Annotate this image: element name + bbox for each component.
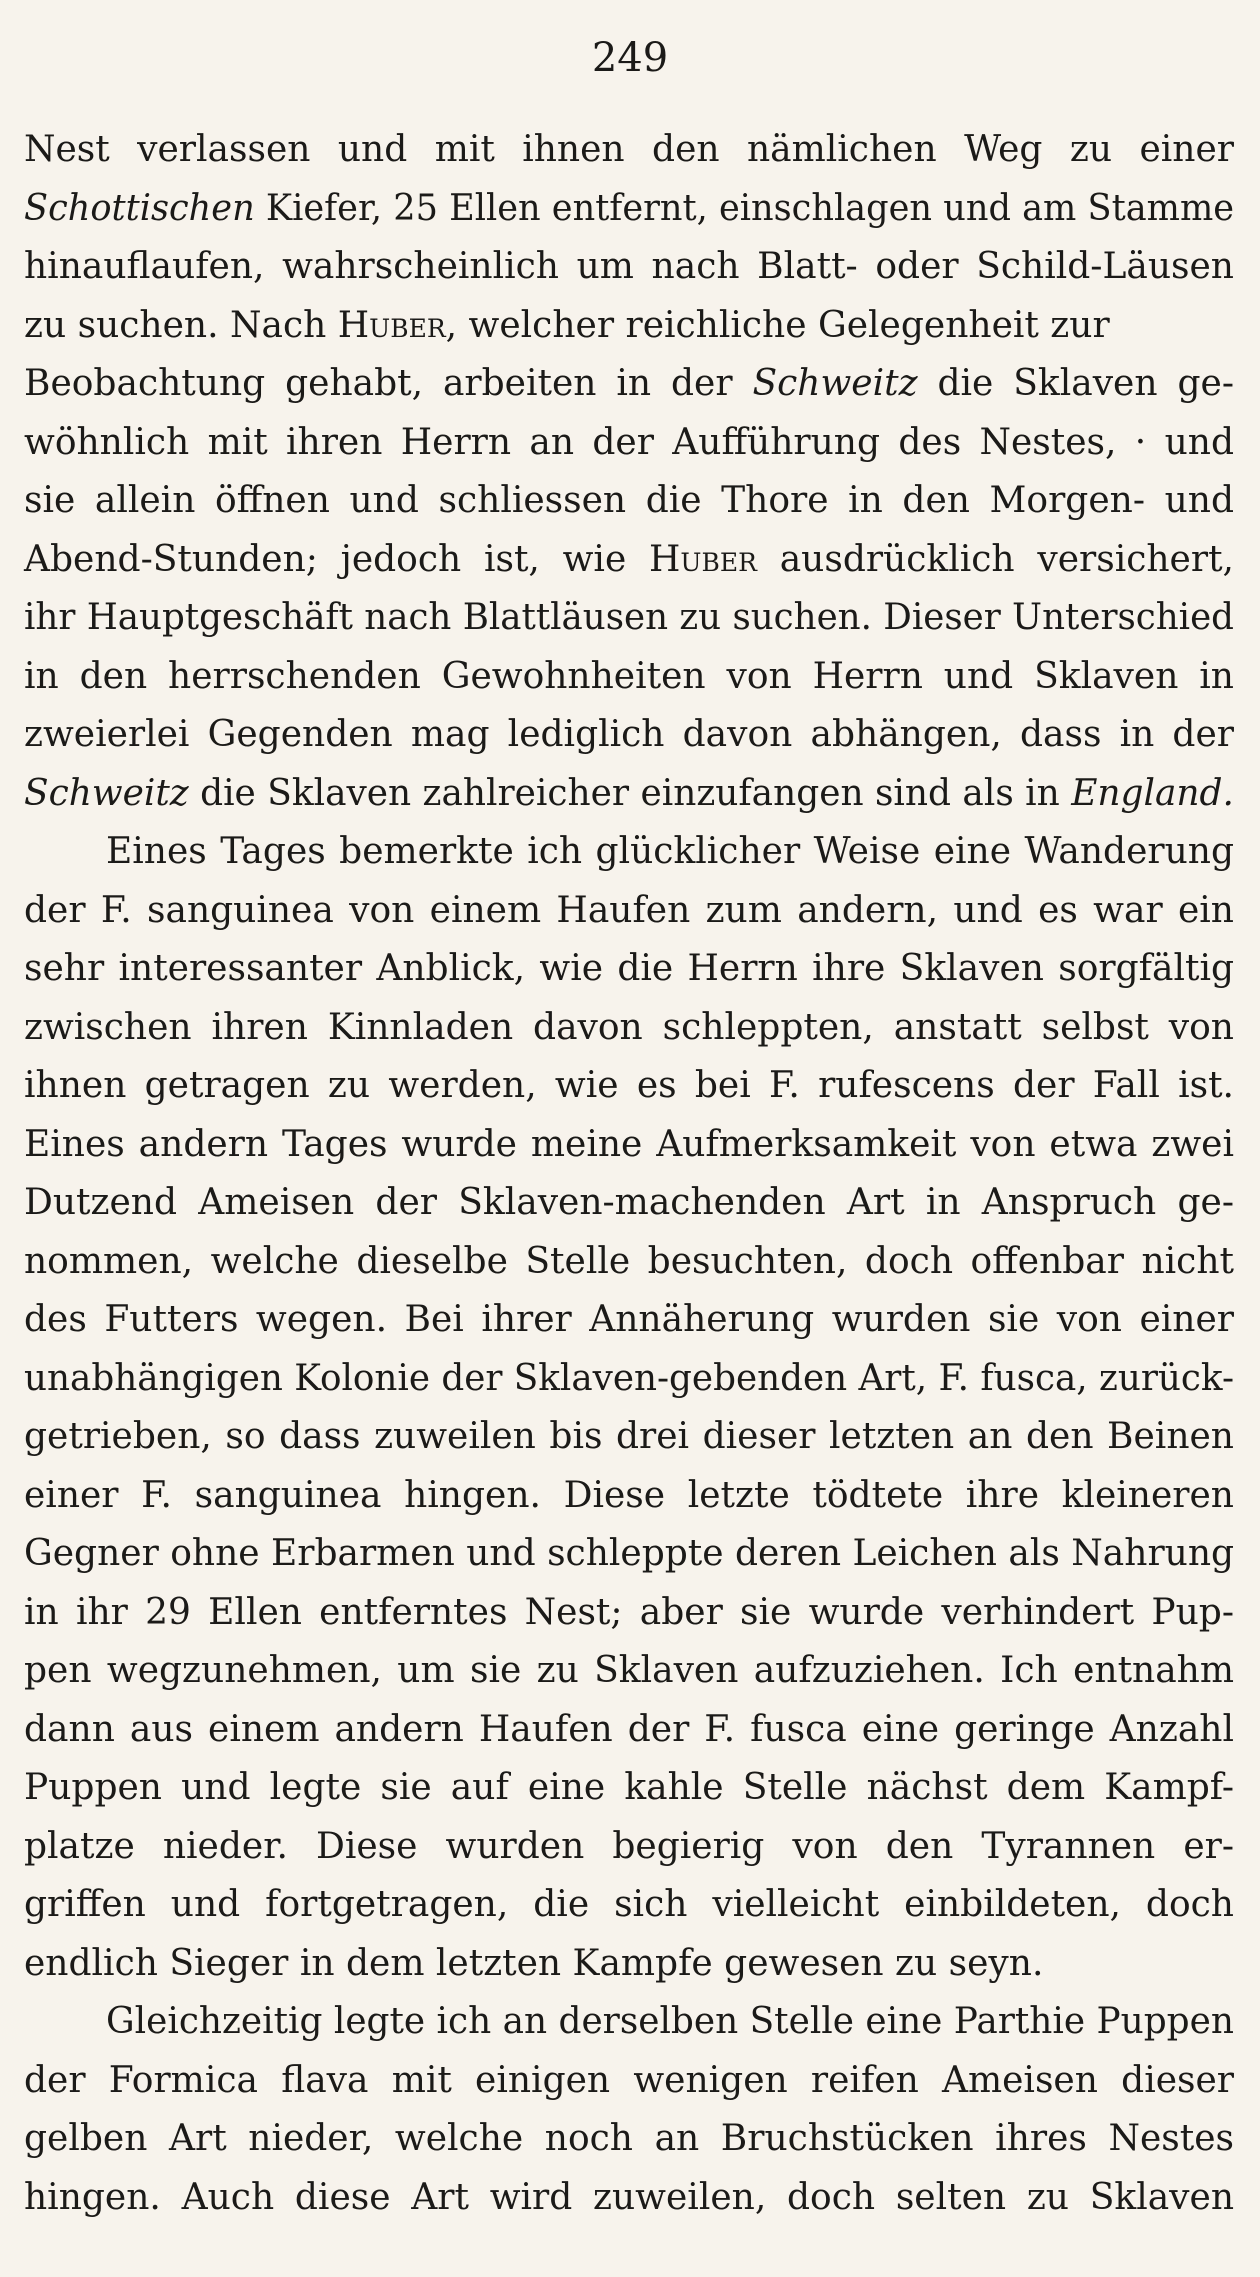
text-segment: Gleichzeitig legte ich an derselben Stelle eine Parthie Puppen xyxy=(106,2001,1234,2042)
text-segment: die Sklaven ge- xyxy=(917,363,1234,404)
text-segment: getrieben, so dass zuweilen bis drei dieser letzten an den Beinen xyxy=(24,1416,1234,1457)
text-line xyxy=(24,1876,1234,1935)
text-segment: gelben Art nieder, welche noch an Bruchstücken ihres Nestes xyxy=(24,2118,1234,2159)
text-line xyxy=(24,765,1234,824)
text-segment: in den herrschenden Gewohnheiten von Herrn und Sklaven in xyxy=(24,655,1234,697)
text-line xyxy=(24,1057,1234,1116)
italic-text: England. xyxy=(1071,772,1234,814)
body-text xyxy=(24,121,1234,2227)
text-segment: ausdrücklich versichert, xyxy=(756,538,1234,580)
text-segment: sie allein öffnen und schliessen die Thore in den Morgen- und xyxy=(24,480,1234,521)
text-segment: des Futters wegen. Bei ihrer Annäherung wurden sie von einer xyxy=(24,1299,1234,1340)
author-name: Huber xyxy=(649,538,757,580)
text-segment: die Sklaven zahlreicher einzufangen sind als in xyxy=(188,772,1072,814)
text-segment: dann aus einem andern Haufen der F. fusca eine geringe Anzahl xyxy=(24,1708,1234,1750)
text-segment: Abend-Stunden; jedoch ist, wie xyxy=(24,538,650,580)
text-line xyxy=(24,882,1234,941)
text-line xyxy=(24,1759,1234,1818)
text-segment: Gegner ohne Erbarmen und schleppte deren Leichen als Nahrung xyxy=(24,1533,1235,1574)
text-segment: zwischen ihren Kinnladen davon schleppten, anstatt selbst von xyxy=(24,1006,1234,1048)
text-line xyxy=(24,472,1234,531)
text-line xyxy=(24,1701,1234,1760)
text-line xyxy=(24,823,1234,882)
text-line xyxy=(24,1642,1234,1701)
text-line xyxy=(24,999,1234,1058)
text-segment: pen wegzunehmen, um sie zu Sklaven aufzuziehen. Ich entnahm xyxy=(24,1650,1234,1691)
text-segment: zweierlei Gegenden mag lediglich davon abhängen, dass in der xyxy=(24,714,1234,755)
text-segment: Nest verlassen und mit ihnen den nämlichen Weg zu einer xyxy=(24,129,1234,170)
text-segment: Dutzend Ameisen der Sklaven-machenden Art in Anspruch ge- xyxy=(24,1182,1234,1223)
text-line xyxy=(24,1350,1234,1409)
text-line xyxy=(24,940,1234,999)
text-segment: hinauflaufen, wahrscheinlich um nach Blatt- oder Schild-Läusen xyxy=(24,246,1234,287)
italic-text: Schottischen xyxy=(24,187,255,229)
text-line xyxy=(24,2169,1234,2228)
text-segment: in ihr 29 Ellen entferntes Nest; aber sie wurde verhindert Pup- xyxy=(24,1591,1234,1633)
text-line xyxy=(24,1584,1234,1643)
text-segment: Beobachtung gehabt, arbeiten in der xyxy=(24,363,753,404)
text-segment: nommen, welche dieselbe Stelle besuchten, doch offenbar nicht xyxy=(24,1240,1234,1282)
text-segment: zu suchen. Nach xyxy=(24,304,338,346)
text-line xyxy=(24,2052,1234,2111)
text-line xyxy=(24,1174,1234,1233)
italic-text: Schweitz xyxy=(752,363,918,404)
text-segment: wöhnlich mit ihren Herrn an der Aufführung des Nestes, · und xyxy=(24,421,1234,463)
text-line xyxy=(24,238,1234,297)
text-line xyxy=(24,706,1234,765)
text-line xyxy=(24,589,1234,648)
text-line xyxy=(24,297,1234,356)
text-line xyxy=(24,1467,1234,1526)
text-line xyxy=(24,1525,1234,1584)
text-segment: ihr Hauptgeschäft nach Blattläusen zu suchen. Dieser Unterschied xyxy=(24,597,1234,638)
page-number: 249 xyxy=(591,35,669,81)
text-line xyxy=(24,1116,1234,1175)
text-segment: hingen. Auch diese Art wird zuweilen, doch selten zu Sklaven xyxy=(24,2176,1234,2218)
text-segment: Kiefer, 25 Ellen entfernt, einschlagen und am Stamme xyxy=(254,187,1235,229)
text-segment: der F. sanguinea von einem Haufen zum andern, und es war ein xyxy=(24,889,1234,931)
text-line xyxy=(24,355,1234,414)
text-line xyxy=(24,531,1234,590)
text-segment: endlich Sieger in dem letzten Kampfe gewesen zu seyn. xyxy=(24,1942,1044,1984)
text-line xyxy=(24,1993,1234,2052)
text-line xyxy=(24,648,1234,707)
text-line xyxy=(24,1818,1234,1877)
text-line xyxy=(24,180,1234,239)
text-segment: griffen und fortgetragen, die sich vielleicht einbildeten, doch xyxy=(24,1884,1234,1925)
italic-text: Schweitz xyxy=(24,772,189,814)
text-segment: unabhängigen Kolonie der Sklaven-gebenden Art, F. fusca, zurück- xyxy=(24,1357,1235,1399)
text-segment: der Formica flava mit einigen wenigen reifen Ameisen dieser xyxy=(24,2059,1234,2101)
text-segment: Puppen und legte sie auf eine kahle Stelle nächst dem Kampf- xyxy=(24,1767,1234,1808)
text-segment: Eines andern Tages wurde meine Aufmerksamkeit von etwa zwei xyxy=(24,1123,1234,1165)
text-line xyxy=(24,414,1234,473)
text-segment: platze nieder. Diese wurden begierig von den Tyrannen er- xyxy=(24,1825,1234,1867)
text-segment: Eines Tages bemerkte ich glücklicher Weise eine Wanderung xyxy=(106,831,1234,872)
text-line xyxy=(24,1233,1234,1292)
text-line xyxy=(24,1935,1234,1994)
text-segment: einer F. sanguinea hingen. Diese letzte tödtete ihre kleineren xyxy=(24,1474,1234,1516)
text-segment: sehr interessanter Anblick, wie die Herrn ihre Sklaven sorgfältig xyxy=(24,948,1234,989)
text-segment: ihnen getragen zu werden, wie es bei F. rufescens der Fall ist. xyxy=(24,1065,1234,1106)
text-line xyxy=(24,1291,1234,1350)
author-name: Huber xyxy=(337,304,446,346)
text-segment: , welcher reichliche Gelegenheit zur xyxy=(445,304,1110,346)
text-line xyxy=(24,2110,1234,2169)
text-line xyxy=(24,1408,1234,1467)
text-line xyxy=(24,121,1234,180)
